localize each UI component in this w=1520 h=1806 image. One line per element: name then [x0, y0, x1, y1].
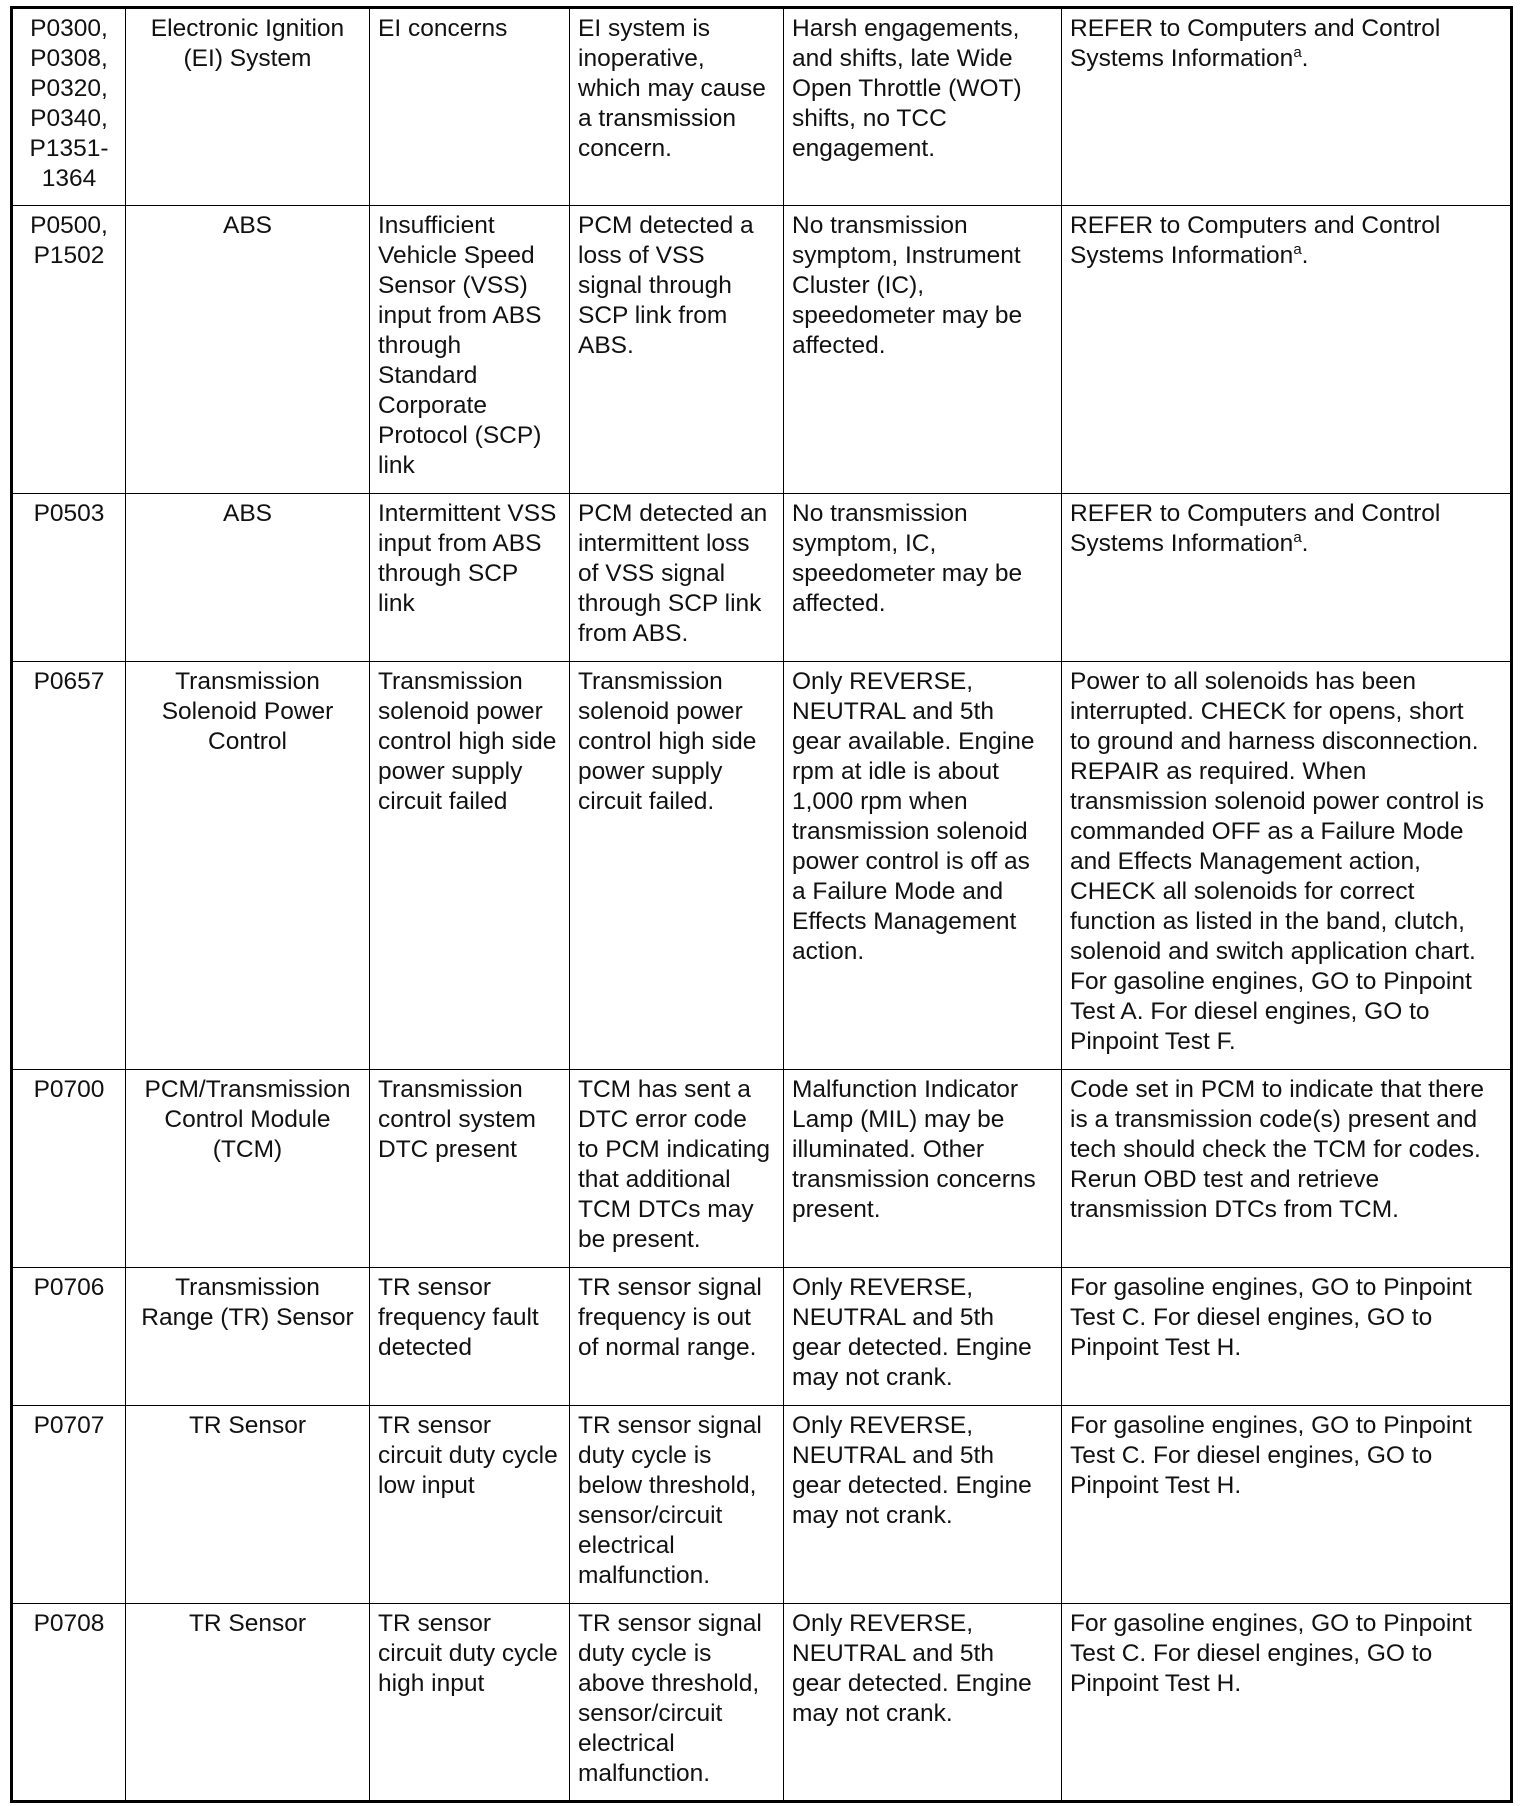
dtc-code-cell: P0700 — [12, 1070, 126, 1268]
module-cell: Transmission Solenoid Power Control — [126, 662, 370, 1070]
dtc-code-cell: P0503 — [12, 494, 126, 662]
action-cell — [1062, 206, 1512, 494]
table-row — [12, 1604, 1512, 1802]
action-text-end: . — [1301, 242, 1309, 269]
action-text: For gasoline engines, GO to Pinpoint Test C. For diesel engines, GO to Pinpoint Test H. — [1070, 1412, 1472, 1499]
dtc-code-cell: P0708 — [12, 1604, 126, 1802]
action-text: For gasoline engines, GO to Pinpoint Test C. For diesel engines, GO to Pinpoint Test H. — [1070, 1610, 1472, 1697]
table-row — [12, 494, 1512, 662]
action-text: For gasoline engines, GO to Pinpoint Test C. For diesel engines, GO to Pinpoint Test H. — [1070, 1274, 1472, 1361]
symptom-cell: Harsh engagements, and shifts, late Wide Open Throttle (WOT) shifts, no TCC engagement. — [784, 8, 1062, 206]
action-cell — [1062, 1604, 1512, 1802]
footnote-marker: a — [1293, 241, 1302, 258]
condition-cell: EI concerns — [370, 8, 570, 206]
action-text: REFER to Computers and Control Systems Information — [1070, 15, 1441, 72]
condition-cell: Transmission solenoid power control high side power supply circuit failed — [370, 662, 570, 1070]
condition-cell: Transmission control system DTC present — [370, 1070, 570, 1268]
symptom-cell: Only REVERSE, NEUTRAL and 5th gear detected. Engine may not crank. — [784, 1604, 1062, 1802]
module-cell: PCM/Transmission Control Module (TCM) — [126, 1070, 370, 1268]
condition-cell: Insufficient Vehicle Speed Sensor (VSS) input from ABS through Standard Corporate Protocol (SCP) link — [370, 206, 570, 494]
action-cell — [1062, 1268, 1512, 1406]
dtc-code-cell: P0706 — [12, 1268, 126, 1406]
condition-cell: TR sensor circuit duty cycle high input — [370, 1604, 570, 1802]
table-row — [12, 662, 1512, 1070]
footnote-marker: a — [1293, 44, 1302, 61]
module-cell: Transmission Range (TR) Sensor — [126, 1268, 370, 1406]
description-cell: Transmission solenoid power control high side power supply circuit failed. — [570, 662, 784, 1070]
description-cell: TCM has sent a DTC error code to PCM indicating that additional TCM DTCs may be present. — [570, 1070, 784, 1268]
action-cell — [1062, 494, 1512, 662]
action-text: Code set in PCM to indicate that there is a transmission code(s) present and tech should check the TCM for codes. Rerun OBD test and retrieve transmission DTCs from TCM. — [1070, 1076, 1484, 1223]
table-row — [12, 1268, 1512, 1406]
condition-cell: TR sensor circuit duty cycle low input — [370, 1406, 570, 1604]
description-cell: TR sensor signal frequency is out of normal range. — [570, 1268, 784, 1406]
symptom-cell: Only REVERSE, NEUTRAL and 5th gear available. Engine rpm at idle is about 1,000 rpm when transmission solenoid power control is off as a Failure Mode and Effects Management action. — [784, 662, 1062, 1070]
action-cell — [1062, 1070, 1512, 1268]
table-row — [12, 1406, 1512, 1604]
action-cell — [1062, 1406, 1512, 1604]
dtc-code-cell: P0657 — [12, 662, 126, 1070]
action-text: REFER to Computers and Control Systems Information — [1070, 212, 1441, 269]
module-cell: TR Sensor — [126, 1406, 370, 1604]
condition-cell: TR sensor frequency fault detected — [370, 1268, 570, 1406]
action-cell — [1062, 662, 1512, 1070]
dtc-code-cell: P0300, P0308, P0320, P0340, P1351- 1364 — [12, 8, 126, 206]
description-cell: PCM detected an intermittent loss of VSS signal through SCP link from ABS. — [570, 494, 784, 662]
module-cell: Electronic Ignition (EI) System — [126, 8, 370, 206]
table-row — [12, 8, 1512, 206]
module-cell: ABS — [126, 494, 370, 662]
symptom-cell: No transmission symptom, IC, speedometer may be affected. — [784, 494, 1062, 662]
action-text-end: . — [1301, 530, 1309, 557]
action-text-end: . — [1301, 45, 1309, 72]
dtc-table — [10, 6, 1513, 1803]
module-cell: TR Sensor — [126, 1604, 370, 1802]
description-cell: TR sensor signal duty cycle is below threshold, sensor/circuit electrical malfunction. — [570, 1406, 784, 1604]
description-cell: TR sensor signal duty cycle is above threshold, sensor/circuit electrical malfunction. — [570, 1604, 784, 1802]
condition-cell: Intermittent VSS input from ABS through SCP link — [370, 494, 570, 662]
action-text: REFER to Computers and Control Systems Information — [1070, 500, 1441, 557]
table-row — [12, 206, 1512, 494]
symptom-cell: Only REVERSE, NEUTRAL and 5th gear detected. Engine may not crank. — [784, 1268, 1062, 1406]
action-cell — [1062, 8, 1512, 206]
module-cell: ABS — [126, 206, 370, 494]
symptom-cell: No transmission symptom, Instrument Cluster (IC), speedometer may be affected. — [784, 206, 1062, 494]
dtc-code-cell: P0707 — [12, 1406, 126, 1604]
dtc-code-cell: P0500, P1502 — [12, 206, 126, 494]
footnote-marker: a — [1293, 529, 1302, 546]
table-row — [12, 1070, 1512, 1268]
symptom-cell: Only REVERSE, NEUTRAL and 5th gear detected. Engine may not crank. — [784, 1406, 1062, 1604]
symptom-cell: Malfunction Indicator Lamp (MIL) may be illuminated. Other transmission concerns present. — [784, 1070, 1062, 1268]
description-cell: PCM detected a loss of VSS signal through SCP link from ABS. — [570, 206, 784, 494]
action-text: Power to all solenoids has been interrupted. CHECK for opens, short to ground and harness disconnection. REPAIR as required. When transmission solenoid power control is commanded OFF as a Failure Mode and Effects Management action, CHECK all solenoids for correct function as listed in the band, clutch, solenoid and switch application chart. For gasoline engines, GO to Pinpoint Test A. For diesel engines, GO to Pinpoint Test F. — [1070, 668, 1484, 1055]
description-cell: EI system is inoperative, which may cause a transmission concern. — [570, 8, 784, 206]
